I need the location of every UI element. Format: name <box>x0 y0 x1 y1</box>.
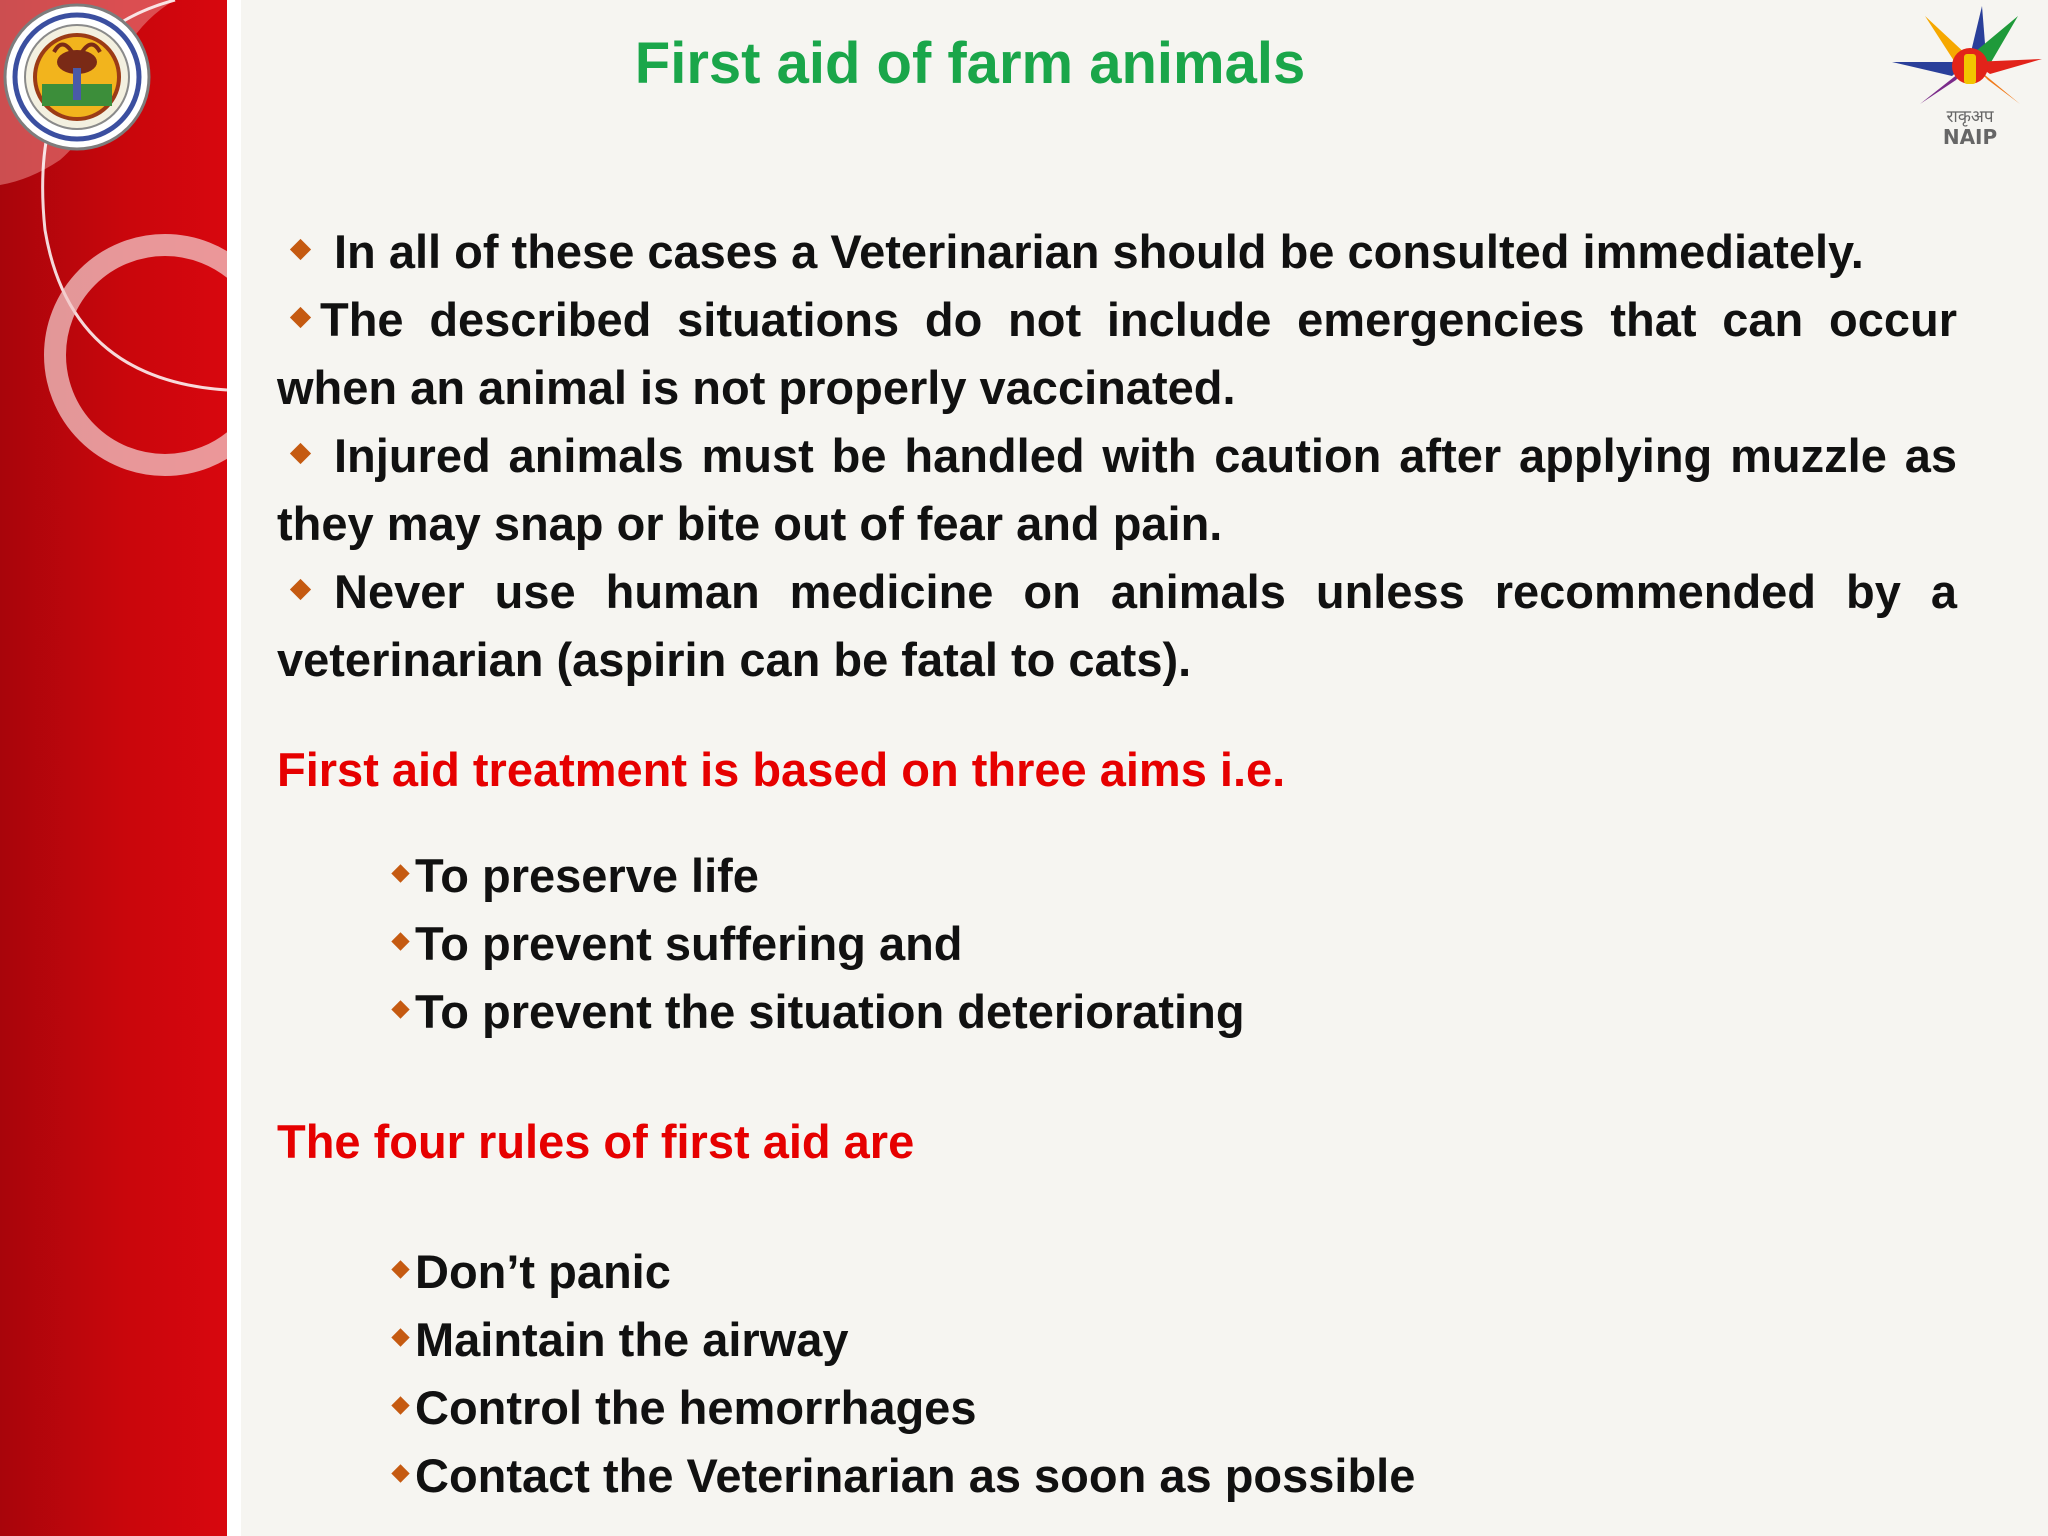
bullet-paragraph <box>277 558 1957 694</box>
list-item <box>390 978 1957 1046</box>
university-seal-logo <box>2 2 152 152</box>
diamond-bullet-icon <box>391 1000 409 1018</box>
diamond-bullet-icon <box>290 579 311 600</box>
diamond-bullet-icon <box>290 239 311 260</box>
bullet-text: Injured animals must be handled with caution after applying muzzle as they may snap or bite out of fear and pain. <box>277 429 1957 550</box>
diamond-bullet-icon <box>391 1396 409 1414</box>
rule-text: Contact the Veterinarian as soon as possible <box>415 1449 1416 1502</box>
sidebar-band <box>0 0 227 1536</box>
naip-caption: NAIP <box>1942 125 1998 149</box>
diamond-bullet-icon <box>391 1328 409 1346</box>
sidebar-decoration <box>0 0 227 1536</box>
list-item <box>390 842 1957 910</box>
list-item <box>390 1306 1957 1374</box>
bullet-text: In all of these cases a Veterinarian should be consulted immediately. <box>334 225 1864 278</box>
list-item <box>390 910 1957 978</box>
diamond-bullet-icon <box>391 932 409 950</box>
diamond-bullet-icon <box>290 307 311 328</box>
list-item <box>390 1238 1957 1306</box>
slide-content <box>277 218 1957 1510</box>
aims-list <box>277 842 1957 1046</box>
bullet-paragraph <box>277 422 1957 558</box>
sidebar-edge <box>227 0 241 1536</box>
bullet-text: Never use human medicine on animals unless recommended by a veterinarian (aspirin can be fatal to cats). <box>277 565 1957 686</box>
rule-text: Don’t panic <box>415 1245 671 1298</box>
naip-logo <box>1890 4 2048 154</box>
diamond-bullet-icon <box>391 1464 409 1482</box>
naip-hindi-caption: राकृअप <box>1946 107 1994 127</box>
rule-text: Maintain the airway <box>415 1313 849 1366</box>
bullet-paragraph <box>277 286 1957 422</box>
diamond-bullet-icon <box>391 1260 409 1278</box>
bullet-paragraph <box>277 218 1957 286</box>
aim-text: To prevent suffering and <box>415 917 963 970</box>
rules-heading: The four rules of first aid are <box>277 1115 915 1168</box>
list-item <box>390 1442 1957 1510</box>
aim-text: To preserve life <box>415 849 759 902</box>
diamond-bullet-icon <box>290 443 311 464</box>
rules-list <box>277 1238 1957 1510</box>
aim-text: To prevent the situation deteriorating <box>415 985 1245 1038</box>
list-item <box>390 1374 1957 1442</box>
rule-text: Control the hemorrhages <box>415 1381 977 1434</box>
slide-title: First aid of farm animals <box>634 31 1306 96</box>
bullet-text: The described situations do not include emergencies that can occur when an animal is not properly vaccinated. <box>277 293 1957 414</box>
diamond-bullet-icon <box>391 864 409 882</box>
aims-heading: First aid treatment is based on three aims i.e. <box>277 743 1286 796</box>
